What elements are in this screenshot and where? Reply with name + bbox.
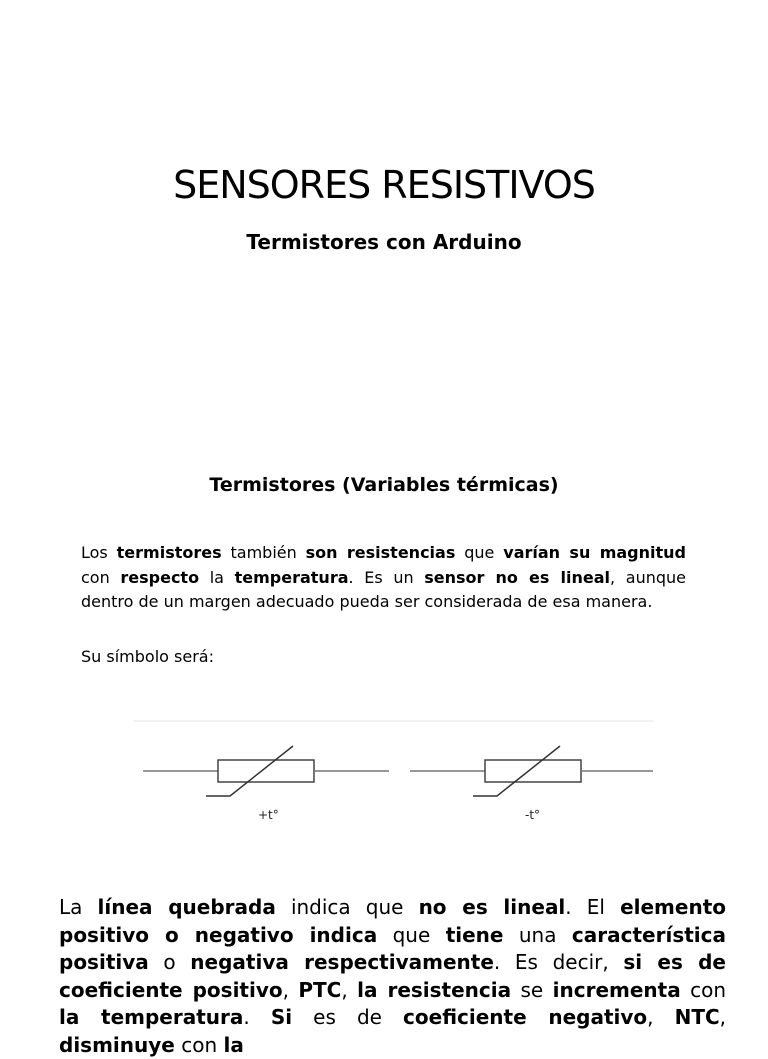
slide-subtitle: Termistores con Arduino [246, 230, 522, 254]
ntc-symbol [410, 746, 653, 822]
explanation-paragraph: La línea quebrada indica que no es lineal. El elemento positivo o negativo indica que tiene una característica positiva o negativa respectivamente. Es decir, si es de coeficiente positivo, PTC, la resistencia se incrementa con la temperatura. Si es de coeficiente negativo, NTC, disminuye con la [59, 895, 726, 1057]
symbol-intro: Su símbolo será: [81, 647, 214, 666]
slide-title: SENSORES RESISTIVOS [173, 163, 595, 207]
ntc-label: -t° [525, 808, 541, 822]
thermistor-description: Los termistores también son resistencias que varían su magnitud con respecto la temperatura. Es un sensor no es lineal, aunque dentro de un margen adecuado pueda ser considerada de esa manera. [81, 543, 687, 611]
thermistor-symbols-figure [133, 718, 653, 838]
ptc-label: +t° [258, 808, 279, 822]
ptc-symbol [143, 746, 389, 822]
section-heading: Termistores (Variables térmicas) [209, 474, 559, 496]
